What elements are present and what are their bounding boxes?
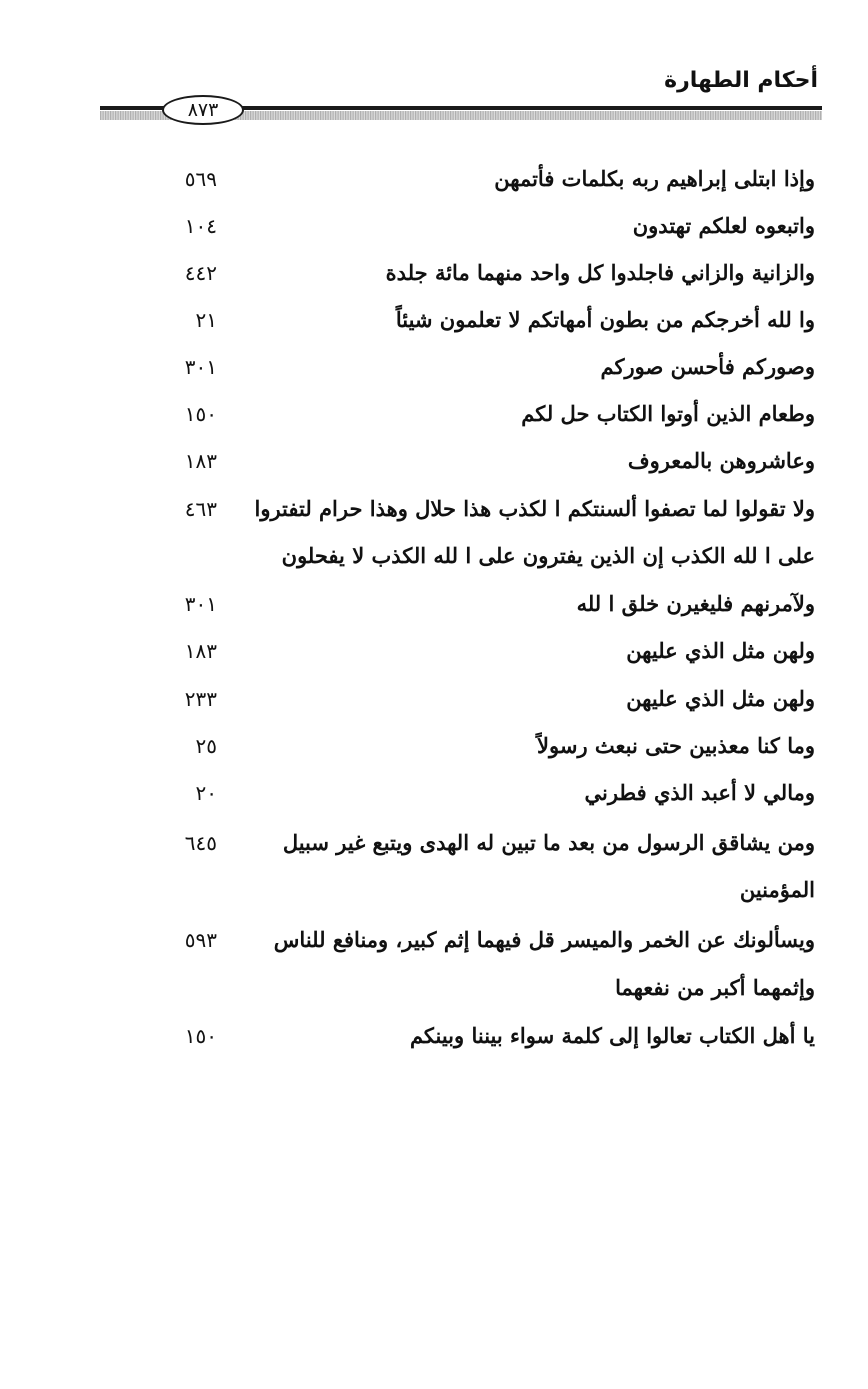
page-reference: ٢٠ xyxy=(195,781,217,805)
page-reference: ٢٥ xyxy=(195,734,217,758)
page-reference: ٤٤٢ xyxy=(184,261,217,285)
verse-text: واتبعوه لعلكم تهتدون xyxy=(632,213,815,238)
verse-text: على ا لله الكذب إن الذين يفترون على ا لله الكذب لا يفحلون xyxy=(281,543,815,568)
verse-text: المؤمنين xyxy=(739,877,815,902)
page-reference: ٢١ xyxy=(195,308,217,332)
page-reference: ٥٩٣ xyxy=(184,928,217,952)
verse-text: وطعام الذين أوتوا الكتاب حل لكم xyxy=(521,401,815,426)
verse-text: وصوركم فأحسن صوركم xyxy=(600,354,815,379)
page-number-badge: ٨٧٣ xyxy=(162,95,244,125)
page-reference: ٢٣٣ xyxy=(184,687,217,711)
verse-text: وإذا ابتلى إبراهيم ربه بكلمات فأتمهن xyxy=(494,166,815,191)
verse-text: وإثمهما أكبر من نفعهما xyxy=(615,975,815,1000)
verse-text: ومن يشاقق الرسول من بعد ما تبين له الهدى ويتبع غير سبيل xyxy=(282,830,815,855)
verse-text: ولا تقولوا لما تصفوا ألسنتكم ا لكذب هذا حلال وهذا حرام لتفتروا xyxy=(254,496,815,521)
verse-text: وعاشروهن بالمعروف xyxy=(627,448,815,473)
verse-text: ويسألونك عن الخمر والميسر قل فيهما إثم كبير، ومنافع للناس xyxy=(273,927,815,952)
verse-text: ولهن مثل الذي عليهن xyxy=(626,638,815,663)
page-reference: ٣٠١ xyxy=(184,592,217,616)
page-reference: ١٥٠ xyxy=(184,402,217,426)
page-reference: ٥٦٩ xyxy=(184,167,217,191)
verse-text: وا لله أخرجكم من بطون أمهاتكم لا تعلمون شيئاً xyxy=(395,307,815,332)
verse-text: ولهن مثل الذي عليهن xyxy=(626,686,815,711)
page-reference: ٤٦٣ xyxy=(184,497,217,521)
verse-text: ولآمرنهم فليغيرن خلق ا لله xyxy=(576,591,815,616)
page-reference: ١٨٣ xyxy=(184,639,217,663)
verse-text: والزانية والزاني فاجلدوا كل واحد منهما مائة جلدة xyxy=(385,260,815,285)
verse-text: ومالي لا أعبد الذي فطرني xyxy=(584,780,815,805)
verse-text: وما كنا معذبين حتى نبعث رسولاً xyxy=(537,733,815,758)
page-reference: ٣٠١ xyxy=(184,355,217,379)
page-reference: ١٥٠ xyxy=(184,1024,217,1048)
running-header-title: أحكام الطهارة xyxy=(664,68,818,93)
page-reference: ١٨٣ xyxy=(184,449,217,473)
page-reference: ١٠٤ xyxy=(184,214,217,238)
verse-text: يا أهل الكتاب تعالوا إلى كلمة سواء بيننا وبينكم xyxy=(409,1023,815,1048)
page-reference: ٦٤٥ xyxy=(184,831,217,855)
